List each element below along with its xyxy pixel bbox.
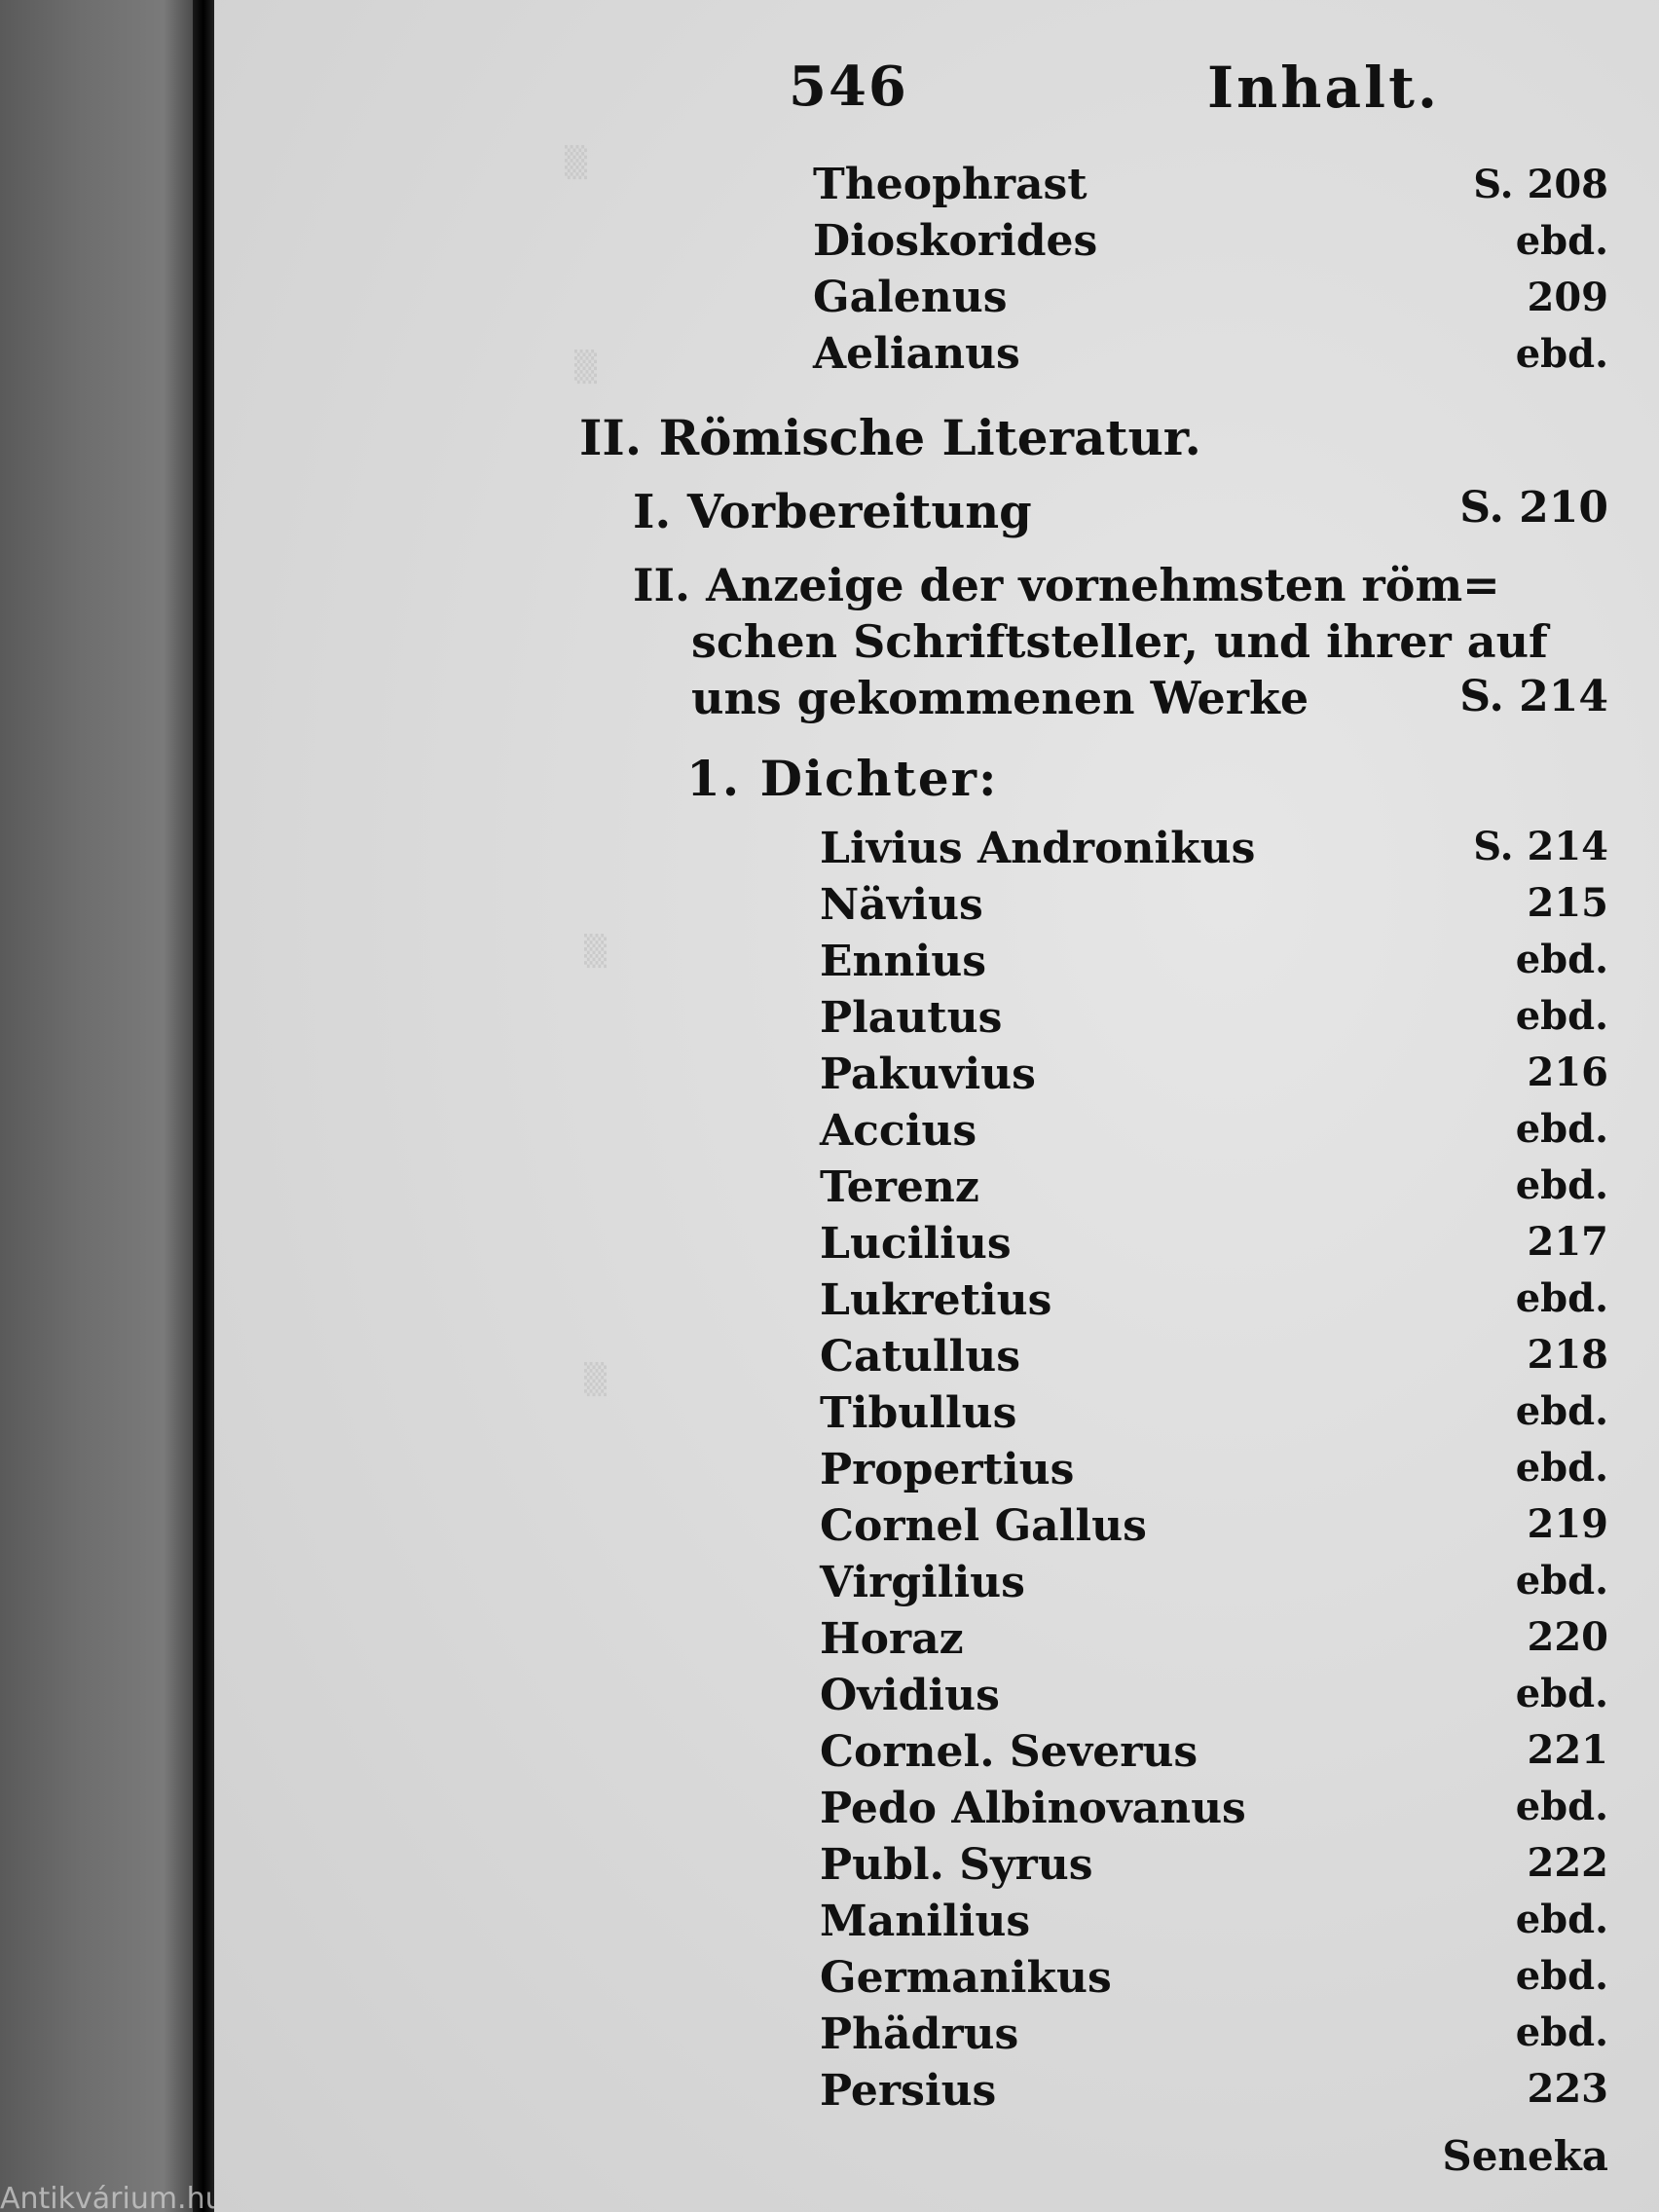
toc-entry-name: Manilius xyxy=(820,1897,1031,1946)
toc-entry-page: ebd. xyxy=(1515,1558,1608,1604)
book-gutter xyxy=(193,0,214,2212)
toc-entry-name: Ennius xyxy=(820,937,986,986)
toc-entry-name: II. Anzeige der vornehmsten röm= xyxy=(633,559,1500,611)
toc-entry-name: uns gekommenen Werke xyxy=(691,672,1309,724)
toc-entry-page: ebd. xyxy=(1515,993,1608,1039)
toc-entry-name: Ovidius xyxy=(820,1671,1000,1720)
subsection-heading: 1. Dichter: xyxy=(686,750,999,807)
toc-entry-page: ebd. xyxy=(1515,937,1608,982)
toc-entry-page: 222 xyxy=(1527,1840,1608,1886)
toc-entry-page: ebd. xyxy=(1515,1162,1608,1208)
toc-entry-name: schen Schriftsteller, und ihrer auf xyxy=(691,615,1548,668)
toc-entry-name: Phädrus xyxy=(820,2009,1019,2059)
toc-entry-name: Pakuvius xyxy=(820,1050,1036,1099)
toc-entry-name: Publ. Syrus xyxy=(820,1840,1093,1890)
bleed-through-shadow: ▒ xyxy=(584,1363,608,1397)
toc-entry-page: 219 xyxy=(1527,1501,1608,1547)
toc-entry-page: ebd. xyxy=(1515,2009,1608,2055)
book-page xyxy=(214,0,1659,2212)
toc-entry-name: Galenus xyxy=(813,273,1008,322)
toc-entry-page: ebd. xyxy=(1515,331,1608,377)
toc-entry-page: S. 214 xyxy=(1473,824,1608,869)
toc-entry-page: 217 xyxy=(1527,1219,1608,1265)
toc-entry-name: Pedo Albinovanus xyxy=(820,1784,1246,1833)
toc-entry-page: ebd. xyxy=(1515,218,1608,264)
toc-entry-page: S. 210 xyxy=(1459,483,1608,533)
toc-entry-name: I. Vorbereitung xyxy=(633,485,1032,539)
toc-entry-page: 223 xyxy=(1527,2066,1608,2112)
toc-entry-name: Cornel Gallus xyxy=(820,1501,1147,1551)
page-number: 546 xyxy=(789,55,908,119)
toc-entry-name: Lucilius xyxy=(820,1219,1012,1269)
toc-entry-page: 221 xyxy=(1527,1727,1608,1773)
toc-entry-name: Plautus xyxy=(820,993,1003,1043)
toc-entry-name: Livius Andronikus xyxy=(820,824,1256,873)
toc-entry-name: Dioskorides xyxy=(813,216,1098,266)
toc-entry-name: Accius xyxy=(820,1106,977,1156)
toc-entry-page: 218 xyxy=(1527,1332,1608,1378)
toc-entry-page: ebd. xyxy=(1515,1784,1608,1829)
bleed-through-shadow: ▒ xyxy=(584,935,608,969)
toc-entry-page: 220 xyxy=(1527,1614,1608,1660)
bleed-through-shadow: ▒ xyxy=(565,146,588,180)
toc-entry-name: Cornel. Severus xyxy=(820,1727,1198,1777)
catchword: Seneka xyxy=(1442,2132,1608,2180)
toc-entry-page: ebd. xyxy=(1515,1388,1608,1434)
toc-entry-page: 216 xyxy=(1527,1050,1608,1095)
toc-entry-page: S. 214 xyxy=(1459,672,1608,721)
toc-entry-name: Horaz xyxy=(820,1614,964,1664)
toc-entry-name: Aelianus xyxy=(813,329,1020,379)
toc-entry-name: Terenz xyxy=(820,1162,979,1212)
section-heading: II. Römische Literatur. xyxy=(579,409,1201,466)
toc-entry-name: Persius xyxy=(820,2066,997,2116)
toc-entry-page: ebd. xyxy=(1515,1275,1608,1321)
toc-entry-page: 209 xyxy=(1527,275,1608,320)
toc-entry-page: ebd. xyxy=(1515,1953,1608,1999)
toc-entry-name: Virgilius xyxy=(820,1558,1025,1607)
toc-entry-page: ebd. xyxy=(1515,1671,1608,1716)
toc-entry-name: Germanikus xyxy=(820,1953,1112,2003)
toc-entry-page: ebd. xyxy=(1515,1445,1608,1491)
toc-entry-name: Theophrast xyxy=(813,160,1088,209)
toc-entry-name: Tibullus xyxy=(820,1388,1017,1438)
toc-entry-page: ebd. xyxy=(1515,1106,1608,1152)
toc-entry-page: 215 xyxy=(1527,880,1608,926)
facing-page-edge xyxy=(0,0,204,2212)
toc-entry-page: S. 208 xyxy=(1473,162,1608,207)
toc-entry-name: Propertius xyxy=(820,1445,1075,1494)
toc-entry-name: Catullus xyxy=(820,1332,1021,1382)
watermark-text: Antikvárium.hu xyxy=(0,2185,224,2212)
running-title: Inhalt. xyxy=(1207,55,1441,121)
toc-entry-page: ebd. xyxy=(1515,1897,1608,1942)
toc-entry-name: Nävius xyxy=(820,880,983,930)
bleed-through-shadow: ▒ xyxy=(574,350,598,385)
toc-entry-name: Lukretius xyxy=(820,1275,1052,1325)
